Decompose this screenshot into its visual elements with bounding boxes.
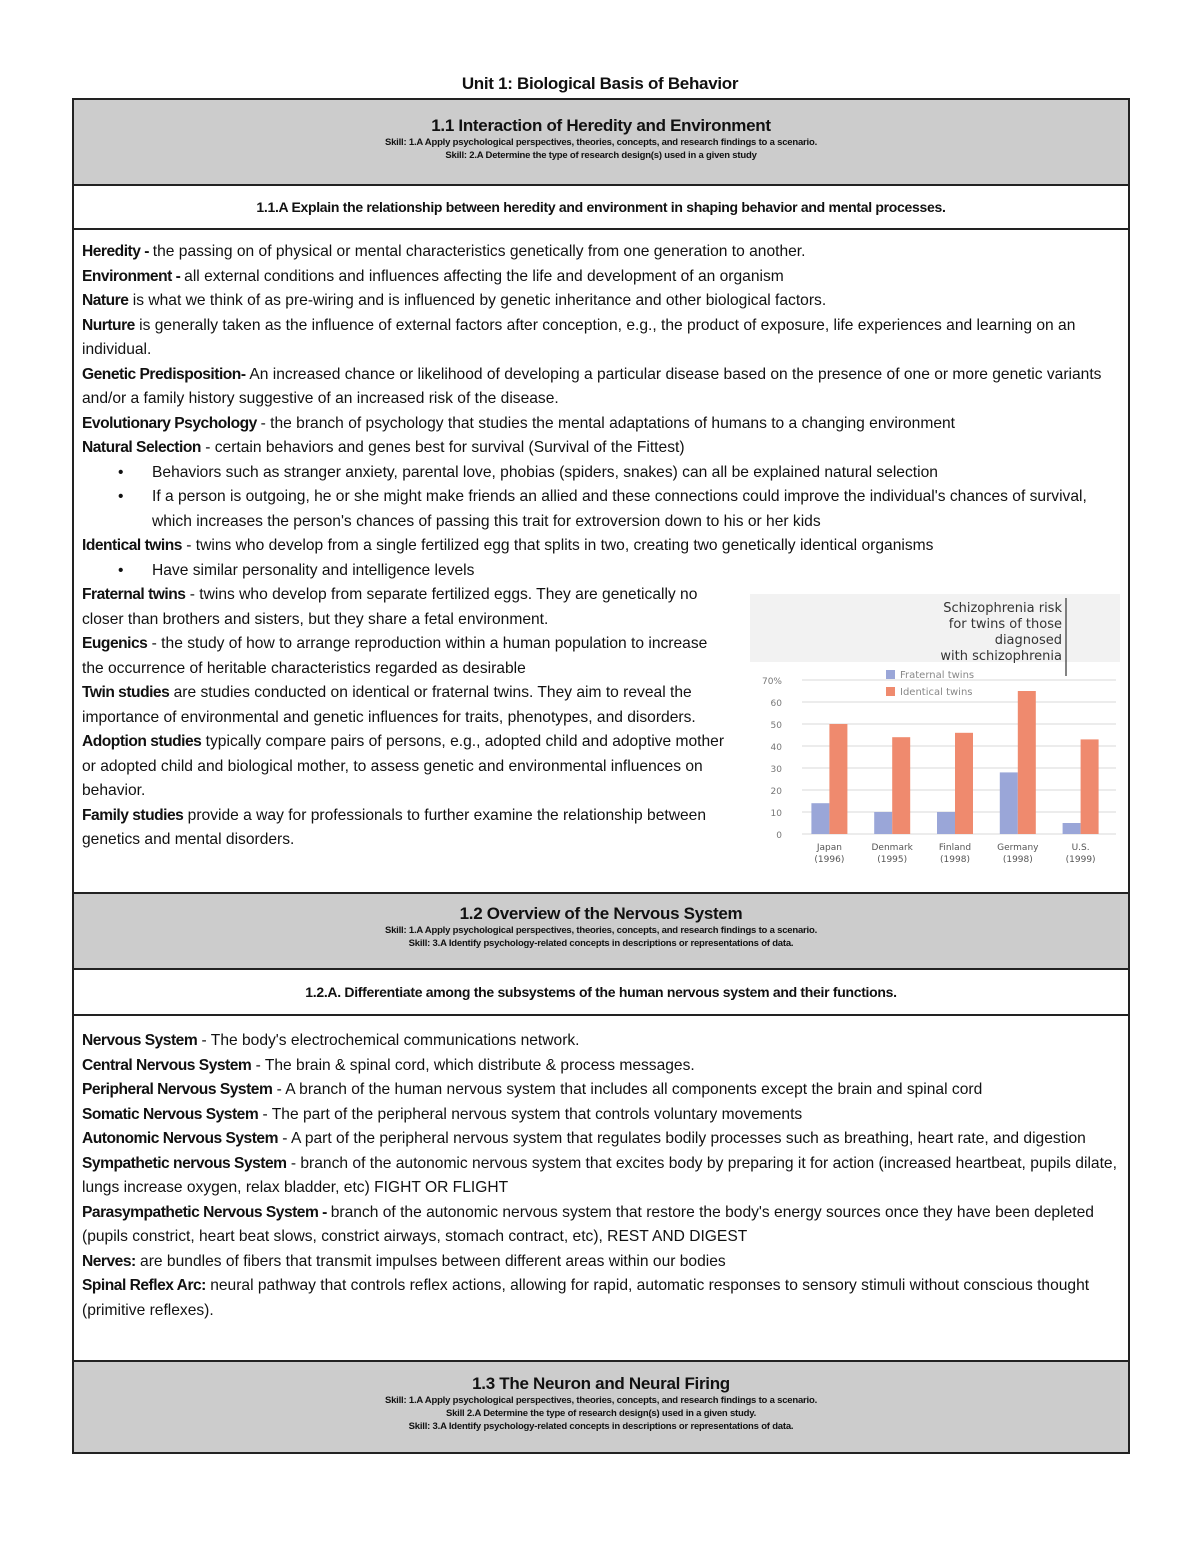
section-2-header [74, 892, 1128, 968]
chart-bar [937, 812, 955, 834]
x-tick-label: (1998) [940, 855, 970, 865]
chart-title-line-3: diagnosed [994, 633, 1062, 648]
section-3-skill-3: Skill: 3.A Identify psychology-related concepts in descriptions or representations of data. [408, 1421, 794, 1432]
section-2-skill-1: Skill: 1.A Apply psychological perspectives, theories, concepts, and research findings to a scenario. [384, 925, 818, 936]
y-tick-label: 40 [770, 743, 782, 753]
y-tick-label: 30 [770, 765, 782, 775]
def-adoption-studies: Adoption studies typically compare pairs of persons, e.g., adopted child and adoptive mother or adopted child and biological mother, to assess genetic and environmental influences on behavior. [82, 733, 725, 799]
chart-title-panel [750, 594, 1120, 662]
x-tick-label: Japan [816, 843, 842, 853]
def-eugenics: Eugenics - the study of how to arrange reproduction within a human population to increase the occurrence of heritable characteristics regarded as desirable [82, 635, 708, 677]
chart-title-line-4: with schizophrenia [940, 649, 1062, 664]
section-2-objective: 1.2.A. Differentiate among the subsystems of the human nervous system and their functions. [74, 968, 1128, 1014]
chart-bar [1081, 739, 1099, 834]
x-tick-label: (1996) [814, 855, 845, 865]
twin-study-defs [82, 583, 732, 853]
chart-bar [1063, 823, 1081, 834]
bullet-item: • If a person is outgoing, he or she might make friends an allied and these connections could improve the individual's chances of survival, which increases the person's chances of passing this trait for extroversion down to his or her kids [82, 485, 1118, 534]
chart-title-line-1: Schizophrenia risk [943, 601, 1062, 616]
section-1-objective: 1.1.A Explain the relationship between heredity and environment in shaping behavior and mental processes. [74, 184, 1128, 228]
x-tick-label: (1995) [877, 855, 908, 865]
legend-swatch [886, 687, 895, 696]
def-evolutionary-psychology: Evolutionary Psychology - the branch of psychology that studies the mental adaptations of humans to a changing environment [82, 414, 955, 432]
def-identical-twins: Identical twins - twins who develop from a single fertilized egg that splits in two, creating two genetically identical organisms [82, 537, 934, 554]
section-3-header [74, 1360, 1128, 1452]
chart-bar [1000, 772, 1018, 834]
section-1-skill-2: Skill: 2.A Determine the type of research design(s) used in a given study [445, 150, 757, 161]
chart-bar [874, 812, 892, 834]
chart-bar [811, 803, 829, 834]
legend-swatch [886, 670, 895, 679]
section-2-skill-2: Skill: 3.A Identify psychology-related concepts in descriptions or representations of data. [408, 938, 794, 949]
def-autonomic-nervous-system: Autonomic Nervous System - A part of the peripheral nervous system that regulates bodily processes such as breathing, heart rate, and digestion [82, 1130, 1086, 1147]
def-nature: Nature is what we think of as pre-wiring and is influenced by genetic inheritance and other biological factors. [82, 292, 827, 309]
section-1-skill-1: Skill: 1.A Apply psychological perspectives, theories, concepts, and research findings to a scenario. [384, 137, 818, 148]
y-tick-label: 20 [770, 787, 782, 797]
x-tick-label: (1999) [1065, 855, 1096, 865]
def-genetic-predisposition: Genetic Predisposition- An increased chance or likelihood of developing a particular disease based on the presence of one or more genetic variants and/or a family history suggestive of an increased risk of the disease. [82, 365, 1102, 407]
section-1-heading: 1.1 Interaction of Heredity and Environment [431, 116, 771, 135]
def-fraternal-twins: Fraternal twins - twins who develop from separate fertilized eggs. They are genetically no closer than brothers and sisters, but they share a fetal environment. [82, 586, 698, 628]
y-tick-label: 50 [770, 721, 782, 731]
y-tick-label: 10 [770, 809, 782, 819]
x-tick-label: (1998) [1002, 855, 1033, 865]
section-3-skill-1: Skill: 1.A Apply psychological perspectives, theories, concepts, and research findings to a scenario. [384, 1395, 818, 1406]
legend-label: Identical twins [900, 687, 973, 698]
chart-bar [892, 737, 910, 834]
def-environment: Environment - all external conditions and influences affecting the life and development of an organism [82, 267, 784, 285]
chart-bar [829, 724, 847, 834]
bullet-item: • Behaviors such as stranger anxiety, parental love, phobias (spiders, snakes) can all be explained natural selection [82, 461, 1118, 486]
def-natural-selection: Natural Selection - certain behaviors and genes best for survival (Survival of the Fittest) [82, 439, 685, 456]
def-central-nervous-system: Central Nervous System - The brain & spinal cord, which distribute & process messages. [82, 1056, 695, 1074]
chart-bar [1018, 691, 1036, 834]
y-tick-label: 60 [770, 699, 782, 709]
def-nurture: Nurture is generally taken as the influence of external factors after conception, e.g., the product of exposure, life experiences and learning on an individual. [82, 316, 1076, 358]
x-tick-label: U.S. [1071, 843, 1090, 853]
x-tick-label: Germany [997, 843, 1039, 853]
def-heredity: Heredity - the passing on of physical or mental characteristics genetically from one generation to another. [82, 243, 806, 260]
chart-bar [955, 733, 973, 834]
page-title: Unit 1: Biological Basis of Behavior [461, 74, 739, 93]
content-frame [72, 98, 1130, 1454]
chart-title-line-2: for twins of those [948, 617, 1062, 632]
def-twin-studies: Twin studies are studies conducted on identical or fraternal twins. They aim to reveal the importance of environmental and genetic influences for traits, phenotypes, and disorders. [82, 684, 696, 726]
x-tick-label: Finland [938, 843, 972, 853]
def-sympathetic-nervous-system: Sympathetic nervous System - branch of the autonomic nervous system that excites body by preparing it for action (increased heartbeat, pupils dilate, lungs increase oxygen, relax bladder, etc) FIGHT OR FLIGHT [82, 1154, 1117, 1196]
def-parasympathetic-nervous-system: Parasympathetic Nervous System - branch of the autonomic nervous system that restore the body's energy sources once they have been depleted (pupils constrict, heart beat slows, constrict airways, stomach contract, etc), REST AND DIGEST [82, 1203, 1094, 1245]
def-peripheral-nervous-system: Peripheral Nervous System - A branch of the human nervous system that includes all components except the brain and spinal cord [82, 1081, 983, 1098]
x-tick-label: Denmark [871, 843, 913, 853]
section-3-heading: 1.3 The Neuron and Neural Firing [472, 1374, 730, 1393]
def-spinal-reflex-arc: Spinal Reflex Arc: neural pathway that controls reflex actions, allowing for rapid, automatic responses to sensory stimuli without conscious thought (primitive reflexes). [82, 1277, 1090, 1319]
y-tick-label: 70% [761, 677, 782, 687]
section-2-content [74, 1014, 1128, 1360]
section-1-header [74, 100, 1128, 184]
section-2-heading: 1.2 Overview of the Nervous System [459, 904, 743, 923]
section-3-skill-2: Skill 2.A Determine the type of research design(s) used in a given study. [445, 1408, 757, 1419]
bullet-item: • Have similar personality and intelligence levels [82, 559, 1118, 584]
legend-label: Fraternal twins [900, 670, 975, 681]
def-somatic-nervous-system: Somatic Nervous System - The part of the peripheral nervous system that controls voluntary movements [82, 1105, 803, 1123]
def-nerves: Nerves: are bundles of fibers that transmit impulses between different areas within our bodies [82, 1252, 726, 1270]
schizophrenia-twin-chart [750, 594, 1120, 868]
def-family-studies: Family studies provide a way for professionals to further examine the relationship between genetics and mental disorders. [82, 806, 707, 848]
y-tick-label: 0 [776, 831, 782, 841]
def-nervous-system: Nervous System - The body's electrochemical communications network. [82, 1032, 580, 1049]
